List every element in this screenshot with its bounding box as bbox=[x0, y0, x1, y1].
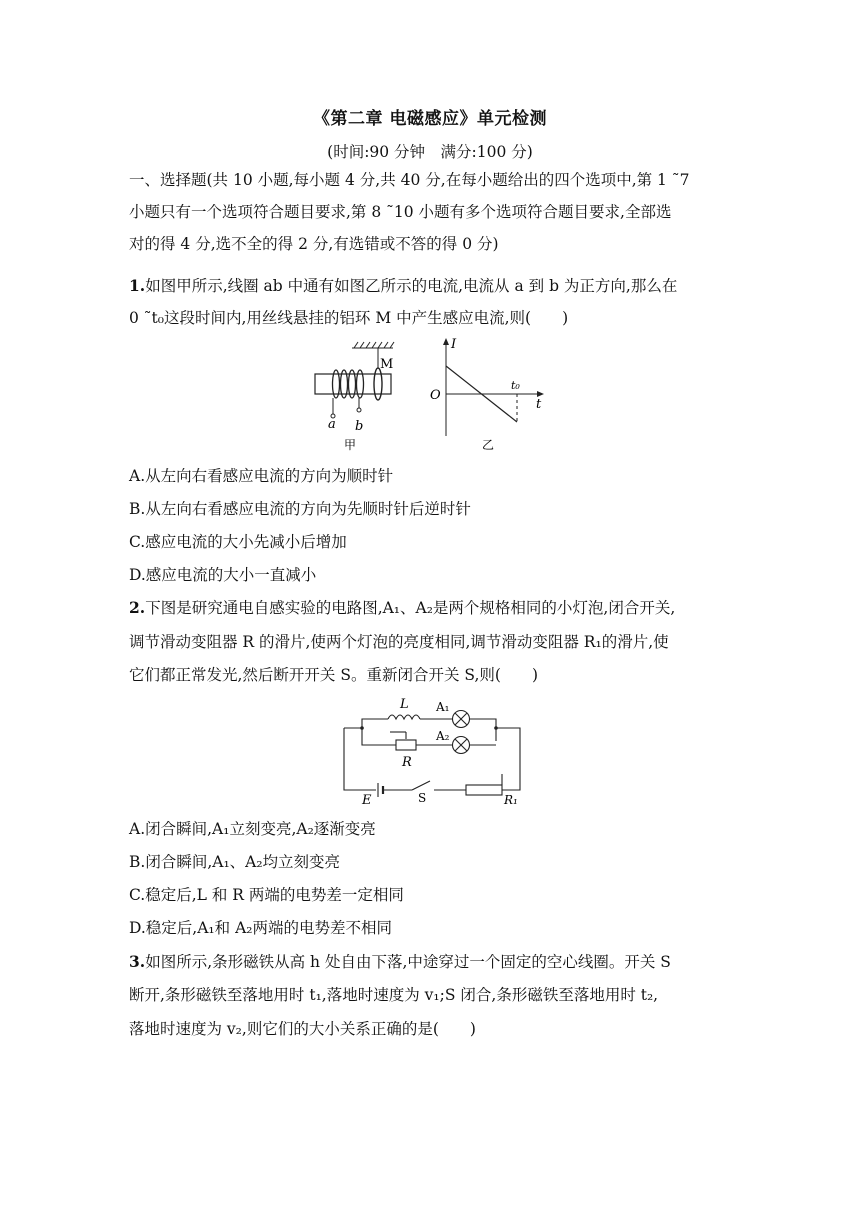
question-3-line-2: 断开,条形磁铁至落地用时 t₁,落地时速度为 v₁;S 闭合,条形磁铁至落地用时 t₂, bbox=[129, 986, 659, 1004]
question-1-text-1: 如图甲所示,线圈 ab 中通有如图乙所示的电流,电流从 a 到 b 为正方向,那么在 bbox=[145, 277, 678, 295]
wire-left bbox=[344, 728, 376, 790]
current-time-graph bbox=[430, 337, 544, 452]
question-3-number: 3. bbox=[129, 952, 146, 971]
section-instructions-line-1: 一、选择题(共 10 小题,每小题 4 分,共 40 分,在每小题给出的四个选项中,第 1 ˜7 bbox=[129, 171, 690, 189]
question-1-option-c: C.感应电流的大小先减小后增加 bbox=[129, 533, 347, 551]
label-E: E bbox=[362, 793, 372, 804]
switch-S bbox=[412, 781, 430, 790]
ceiling-hatch bbox=[352, 342, 394, 348]
question-2-number: 2. bbox=[129, 598, 146, 617]
wire-A1-right bbox=[470, 719, 496, 741]
axis-t: t bbox=[536, 397, 542, 412]
rheostat-R bbox=[396, 740, 416, 750]
label-L: L bbox=[400, 697, 409, 712]
question-1-number: 1. bbox=[129, 276, 146, 295]
question-2-circuit bbox=[330, 692, 530, 804]
question-3-text-1: 如图所示,条形磁铁从高 h 处自由下落,中途穿过一个固定的空心线圈。开关 S bbox=[145, 953, 671, 971]
axis-I: I bbox=[451, 337, 457, 352]
iron-core bbox=[315, 374, 391, 394]
label-R: R bbox=[402, 755, 412, 770]
question-1-line-1 bbox=[129, 274, 733, 298]
junction-left bbox=[360, 726, 364, 730]
wire-R1-right bbox=[502, 782, 520, 790]
wire-right bbox=[496, 728, 520, 782]
time-score-note: (时间:90 分钟 满分:100 分) bbox=[327, 143, 533, 161]
question-1-figure bbox=[300, 336, 560, 456]
section-instructions-line-3: 对的得 4 分,选不全的得 2 分,有选错或不答的得 0 分) bbox=[129, 235, 499, 253]
caption-jia: 甲 bbox=[344, 438, 357, 452]
label-a: a bbox=[328, 417, 336, 432]
question-2-option-b: B.闭合瞬间,A₁、A₂均立刻变亮 bbox=[129, 853, 341, 871]
terminal-b bbox=[357, 408, 361, 412]
question-1-option-d: D.感应电流的大小一直减小 bbox=[129, 566, 317, 584]
junction-right bbox=[494, 726, 498, 730]
question-2-option-d: D.稳定后,A₁和 A₂两端的电势差不相同 bbox=[129, 919, 392, 937]
label-b: b bbox=[355, 419, 364, 434]
section-instructions-line-2: 小题只有一个选项符合题目要求,第 8 ˜10 小题有多个选项符合题目要求,全部选 bbox=[129, 203, 672, 221]
label-S: S bbox=[418, 791, 427, 804]
origin-O: O bbox=[430, 388, 441, 403]
question-3-line-3: 落地时速度为 v₂,则它们的大小关系正确的是( ) bbox=[129, 1020, 476, 1038]
question-1-option-a: A.从左向右看感应电流的方向为顺时针 bbox=[129, 467, 394, 485]
label-A1: A₁ bbox=[436, 700, 450, 714]
question-2-option-a: A.闭合瞬间,A₁立刻变亮,A₂逐渐变亮 bbox=[129, 820, 376, 838]
wire-top-left bbox=[344, 719, 388, 728]
page-title: 《第二章 电磁感应》单元检测 bbox=[313, 109, 547, 129]
rheostat-R1 bbox=[466, 785, 502, 795]
inductor-L bbox=[388, 715, 420, 719]
question-1-line-2: 0 ˜t₀这段时间内,用丝线悬挂的铝环 M 中产生感应电流,则( ) bbox=[129, 309, 569, 327]
question-1-option-b: B.从左向右看感应电流的方向为先顺时针后逆时针 bbox=[129, 500, 471, 518]
label-M: M bbox=[380, 357, 394, 372]
caption-yi: 乙 bbox=[482, 438, 495, 452]
question-2-text-1: 下图是研究通电自感实验的电路图,A₁、A₂是两个规格相同的小灯泡,闭合开关, bbox=[145, 599, 676, 617]
aluminium-ring-M bbox=[374, 368, 382, 400]
label-R1: R₁ bbox=[504, 793, 518, 804]
label-A2: A₂ bbox=[436, 729, 450, 743]
question-2-option-c: C.稳定后,L 和 R 两端的电势差一定相同 bbox=[129, 886, 404, 904]
label-t0: t₀ bbox=[511, 379, 520, 392]
question-3-line-1 bbox=[129, 950, 733, 974]
question-2-line-2: 调节滑动变阻器 R 的滑片,使两个灯泡的亮度相同,调节滑动变阻器 R₁的滑片,使 bbox=[129, 633, 669, 651]
question-2-line-1 bbox=[129, 596, 733, 620]
question-2-line-3: 它们都正常发光,然后断开开关 S。重新闭合开关 S,则( ) bbox=[129, 666, 538, 684]
wire-branch-R bbox=[362, 728, 396, 745]
